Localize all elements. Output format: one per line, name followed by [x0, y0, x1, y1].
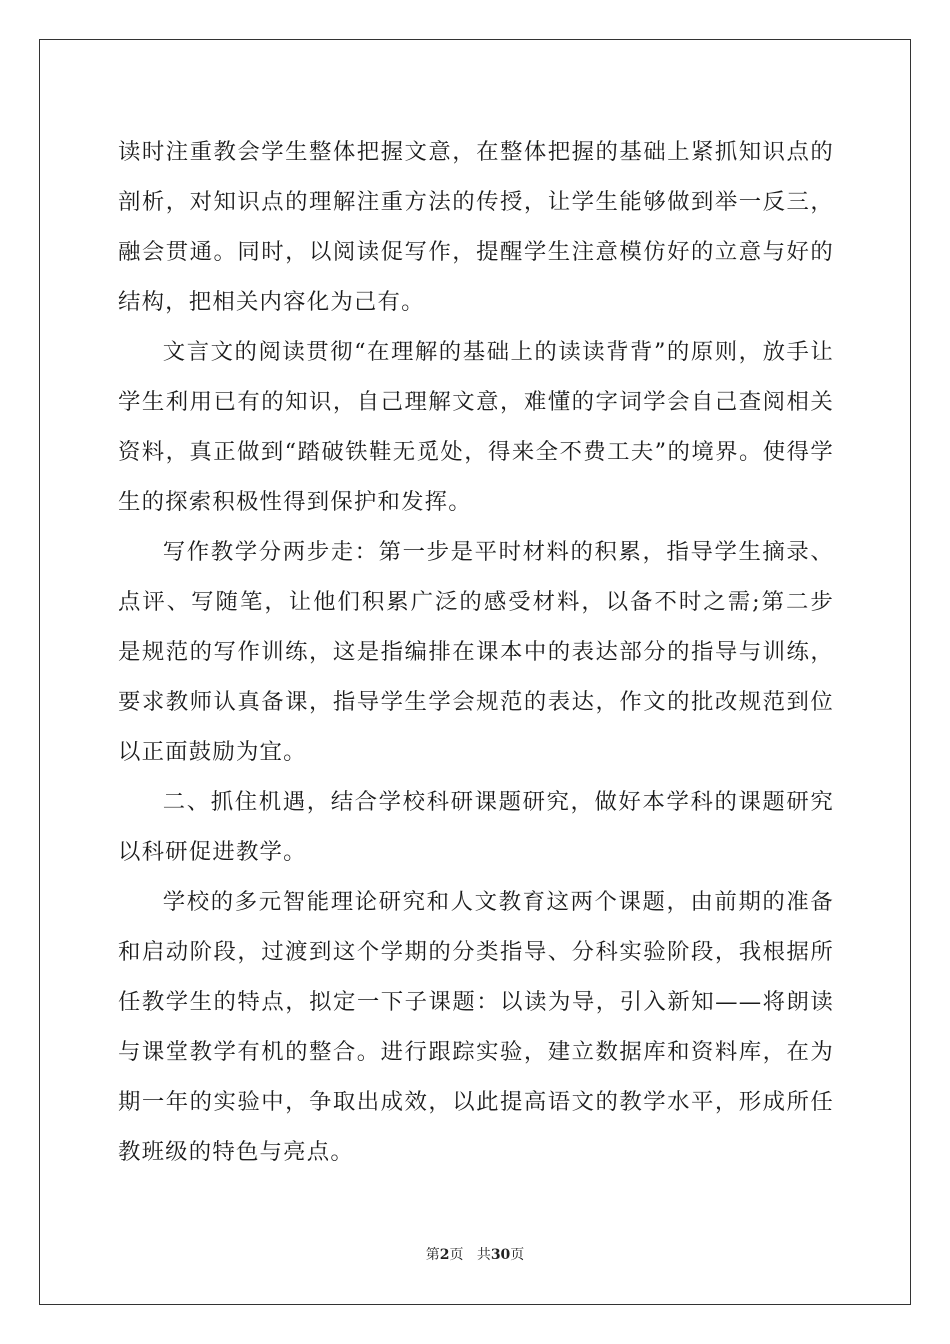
total-suffix: 页 [510, 1247, 525, 1263]
paragraph-5: 学校的多元智能理论研究和人文教育这两个课题，由前期的准备和启动阶段，过渡到这个学期的分类指导、分科实验阶段，我根据所任教学生的特点，拟定一下子课题：以读为导，引入新知——将朗读与课堂教学有机的整合。进行跟踪实验，建立数据库和资料库，在为期一年的实验中，争取出成效，以此提高语文的教学水平，形成所任教班级的特色与亮点。 [118, 889, 834, 1165]
document-body [118, 127, 834, 1177]
paragraph-4: 二、抓住机遇，结合学校科研课题研究，做好本学科的课题研究以科研促进教学。 [118, 789, 834, 865]
page-number: 2 [439, 1247, 450, 1263]
page-footer [0, 1246, 950, 1264]
paragraph-2: 文言文的阅读贯彻“在理解的基础上的读读背背”的原则，放手让学生利用已有的知识，自己理解文意，难懂的字词学会自己查阅相关资料，真正做到“踏破铁鞋无觅处，得来全不费工夫”的境界。使得学生的探索积极性得到保护和发挥。 [118, 339, 834, 515]
total-prefix: 共 [476, 1247, 491, 1263]
paragraph-1: 读时注重教会学生整体把握文意，在整体把握的基础上紧抓知识点的剖析，对知识点的理解注重方法的传授，让学生能够做到举一反三，融会贯通。同时，以阅读促写作，提醒学生注意模仿好的立意与好的结构，把相关内容化为己有。 [118, 139, 834, 315]
page-suffix: 页 [449, 1247, 464, 1263]
paragraph-3: 写作教学分两步走：第一步是平时材料的积累，指导学生摘录、点评、写随笔，让他们积累广泛的感受材料，以备不时之需;第二步是规范的写作训练，这是指编排在课本中的表达部分的指导与训练，要求教师认真备课，指导学生学会规范的表达，作文的批改规范到位以正面鼓励为宜。 [118, 539, 834, 765]
page-prefix: 第 [425, 1247, 440, 1263]
total-pages: 30 [490, 1247, 511, 1263]
